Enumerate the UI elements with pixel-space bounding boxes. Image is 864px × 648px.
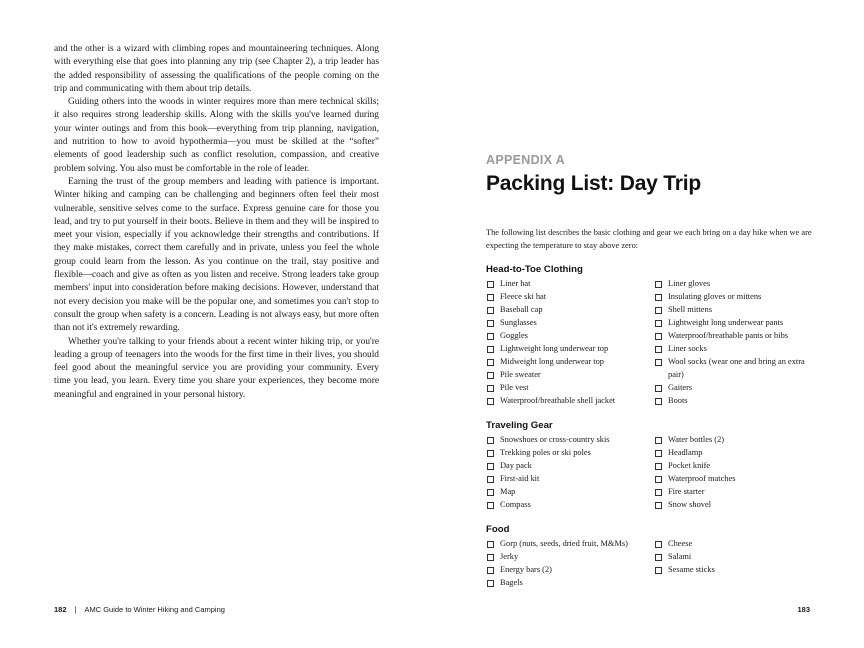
checkbox-icon: [655, 567, 662, 574]
checklist-column: [654, 277, 819, 407]
checklist-item: [486, 316, 654, 329]
checklist-item-label: Jerky: [500, 552, 519, 561]
checklist-item: [654, 277, 819, 290]
checkbox-icon: [655, 489, 662, 496]
checkbox-icon: [487, 580, 494, 587]
checkbox-icon: [655, 307, 662, 314]
section-heading: Traveling Gear: [486, 420, 553, 431]
checklist-item-label: Gorp (nuts, seeds, dried fruit, M&Ms): [500, 539, 628, 548]
checklist-item: [654, 381, 819, 394]
checkbox-icon: [655, 554, 662, 561]
checklist-item-label: Pile vest: [500, 383, 529, 392]
checklist-item-label: Waterproof/breathable shell jacket: [500, 396, 616, 405]
checklist-item: [654, 290, 819, 303]
checkbox-icon: [655, 463, 662, 470]
checklist-item-label: Boots: [668, 396, 688, 405]
checklist-item: [486, 433, 654, 446]
checklist-column: [654, 433, 819, 511]
checklist-item: [486, 446, 654, 459]
checklist-item: [486, 290, 654, 303]
checklist-item: [654, 303, 819, 316]
checklist-item: [654, 355, 819, 381]
checklist-item: [654, 342, 819, 355]
checklist-item: [654, 550, 819, 563]
footer-separator: |: [74, 605, 77, 614]
checkbox-icon: [487, 450, 494, 457]
checkbox-icon: [655, 476, 662, 483]
checklist-item: [654, 316, 819, 329]
checklist-item: [486, 355, 654, 368]
checklist-item: [486, 303, 654, 316]
checkbox-icon: [487, 489, 494, 496]
section-heading: Head-to-Toe Clothing: [486, 264, 583, 275]
checklist-item-label: Shell mittens: [668, 305, 712, 314]
checklist-item: [654, 537, 819, 550]
checkbox-icon: [487, 385, 494, 392]
checklist: [486, 277, 816, 407]
checkbox-icon: [487, 437, 494, 444]
checkbox-icon: [655, 541, 662, 548]
checklist-item: [654, 394, 819, 407]
checklist-item-label: Trekking poles or ski poles: [500, 448, 591, 457]
checkbox-icon: [655, 502, 662, 509]
checkbox-icon: [487, 567, 494, 574]
checklist-item-label: Waterproof matches: [668, 474, 736, 483]
checklist-item-label: Liner hat: [500, 279, 531, 288]
checklist-item-label: Wool socks (wear one and bring an extra pair): [668, 357, 805, 379]
checkbox-icon: [487, 346, 494, 353]
checklist-item: [486, 550, 654, 563]
checklist-item-label: Waterproof/breathable pants or bibs: [668, 331, 789, 340]
checkbox-icon: [487, 463, 494, 470]
checkbox-icon: [655, 294, 662, 301]
section-traveling-gear: [486, 419, 816, 511]
checklist-item-label: Midweight long underwear top: [500, 357, 604, 366]
checklist-item-label: Liner gloves: [668, 279, 711, 288]
checklist: [486, 433, 816, 511]
paragraph: Guiding others into the woods in winter requires more than mere technical skills; it also requires strong leadership skills. Along with the skills you've learned during your winter outings and from this book—everything from trip planning, navigation, and nutrition to how to avoid hypothermia—you must be skilled at the “softer” elements of good leadership such as conflict resolution, compassion, and creative problem solving. You also must be comfortable in the role of leader.: [54, 97, 379, 174]
page-number: 182: [54, 605, 67, 614]
checklist-item-label: Liner socks: [668, 344, 707, 353]
checklist-item: [486, 459, 654, 472]
checklist-item-label: Baseball cap: [500, 305, 543, 314]
checklist-item-label: Headlamp: [668, 448, 703, 457]
checklist-item: [486, 368, 654, 381]
checkbox-icon: [487, 554, 494, 561]
checkbox-icon: [487, 359, 494, 366]
checklist-item-label: Snow shovel: [668, 500, 712, 509]
checklist-item: [486, 381, 654, 394]
checklist-item-label: Bagels: [500, 578, 523, 587]
checklist-item-label: Map: [500, 487, 516, 496]
checklist-column: [486, 277, 654, 407]
checklist-item: [654, 433, 819, 446]
checklist-item-label: Fire starter: [668, 487, 705, 496]
checklist-item-label: Lightweight long underwear top: [500, 344, 609, 353]
checklist-item-label: Gaiters: [668, 383, 693, 392]
checkbox-icon: [487, 320, 494, 327]
checklist-item-label: Fleece ski hat: [500, 292, 547, 301]
book-title: AMC Guide to Winter Hiking and Camping: [84, 605, 225, 614]
checklist-item-label: Insulating gloves or mittens: [668, 292, 762, 301]
section-heading: Food: [486, 524, 510, 535]
checklist-column: [486, 433, 654, 511]
checkbox-icon: [655, 359, 662, 366]
checklist-item: [654, 329, 819, 342]
checklist-item-label: Sunglasses: [500, 318, 537, 327]
checkbox-icon: [487, 476, 494, 483]
right-footer-page-number: 183: [797, 605, 810, 614]
intro-text: The following list describes the basic clothing and gear we each bring on a day hike when we are expecting the temperature to stay above zero:: [486, 228, 812, 250]
checkbox-icon: [487, 307, 494, 314]
checklist-item: [654, 446, 819, 459]
checklist-item: [486, 277, 654, 290]
checkbox-icon: [487, 541, 494, 548]
left-footer: [54, 605, 225, 614]
checklist-item: [654, 498, 819, 511]
checkbox-icon: [487, 372, 494, 379]
checkbox-icon: [487, 281, 494, 288]
checklist-item: [654, 459, 819, 472]
checklist-item-label: Salami: [668, 552, 692, 561]
paragraph: and the other is a wizard with climbing ropes and mountaineering techniques. Along with everything else that goes into planning any trip (see Chapter 2), a trip leader has the added responsibility of assessing the qualifications of the people coming on the trip and communicating with them about trip details.: [54, 44, 379, 94]
checklist-item-label: Goggles: [500, 331, 528, 340]
checklist: [486, 537, 816, 589]
checkbox-icon: [655, 385, 662, 392]
checkbox-icon: [655, 333, 662, 340]
checklist-item: [486, 498, 654, 511]
checklist-item-label: Snowshoes or cross-country skis: [500, 435, 610, 444]
body-text: [54, 43, 379, 402]
checklist-item-label: Energy bars (2): [500, 565, 552, 574]
checklist-item: [486, 537, 654, 550]
checklist-item-label: Cheese: [668, 539, 693, 548]
checklist-item: [486, 563, 654, 576]
checklist-item: [486, 342, 654, 355]
right-page: [432, 0, 864, 648]
checklist-item: [486, 485, 654, 498]
checkbox-icon: [655, 320, 662, 327]
checklist-item: [486, 472, 654, 485]
checkbox-icon: [655, 346, 662, 353]
checklist-item-label: Sesame sticks: [668, 565, 715, 574]
checkbox-icon: [655, 281, 662, 288]
checkbox-icon: [487, 333, 494, 340]
appendix-label: APPENDIX A: [486, 153, 565, 167]
checklist-item: [654, 472, 819, 485]
checkbox-icon: [655, 437, 662, 444]
checkbox-icon: [655, 450, 662, 457]
checklist-column: [486, 537, 654, 589]
page-title: Packing List: Day Trip: [486, 172, 701, 195]
paragraph: Whether you're talking to your friends about a recent winter hiking trip, or you're leading a group of teenagers into the woods for the first time in their lives, you should feel good about the meaningful service you are providing your community. Every time you lead, you learn. Every time you share your experiences, they become more meaningful and engrained in your personal history.: [54, 336, 379, 400]
paragraph: Earning the trust of the group members and leading with patience is important. Winter hiking and camping can be challenging and beginners often feel their most vulnerable, sensitive selves come to the surface. Express genuine care for those you lead, and try to put yourself in their boots. Believe in them and they will be inspired to meet your vision, especially if you acknowledge their strengths and contributions. If they make mistakes, correct them carefully and in private, unless you feel the whole group could learn from the lesson. As you continue on the trail, stay positive and flexible—coach and give as often as you listen and receive. Strong leaders take group members' input into consideration before making decisions. However, understand that not every decision you make will be the popular one, and sometimes you can't stop to consult the group when safety is a concern. Leading is not always easy, but more often than not it's extremely rewarding.: [54, 176, 379, 334]
checkbox-icon: [655, 398, 662, 405]
checkbox-icon: [487, 398, 494, 405]
checklist-item: [486, 576, 654, 589]
section-food: [486, 523, 816, 589]
checklist-item-label: Day pack: [500, 461, 532, 470]
checklist-item: [654, 563, 819, 576]
section-clothing: [486, 263, 816, 407]
checklist-item: [486, 394, 654, 407]
checklist-item: [486, 329, 654, 342]
checkbox-icon: [487, 502, 494, 509]
checklist-item-label: Lightweight long underwear pants: [668, 318, 784, 327]
checklist-column: [654, 537, 819, 576]
checklist-item-label: Water bottles (2): [668, 435, 725, 444]
checklist-item-label: Pocket knife: [668, 461, 711, 470]
checklist-item-label: Compass: [500, 500, 531, 509]
checklist-item: [654, 485, 819, 498]
checklist-item-label: First-aid kit: [500, 474, 540, 483]
checklist-item-label: Pile sweater: [500, 370, 541, 379]
checkbox-icon: [487, 294, 494, 301]
